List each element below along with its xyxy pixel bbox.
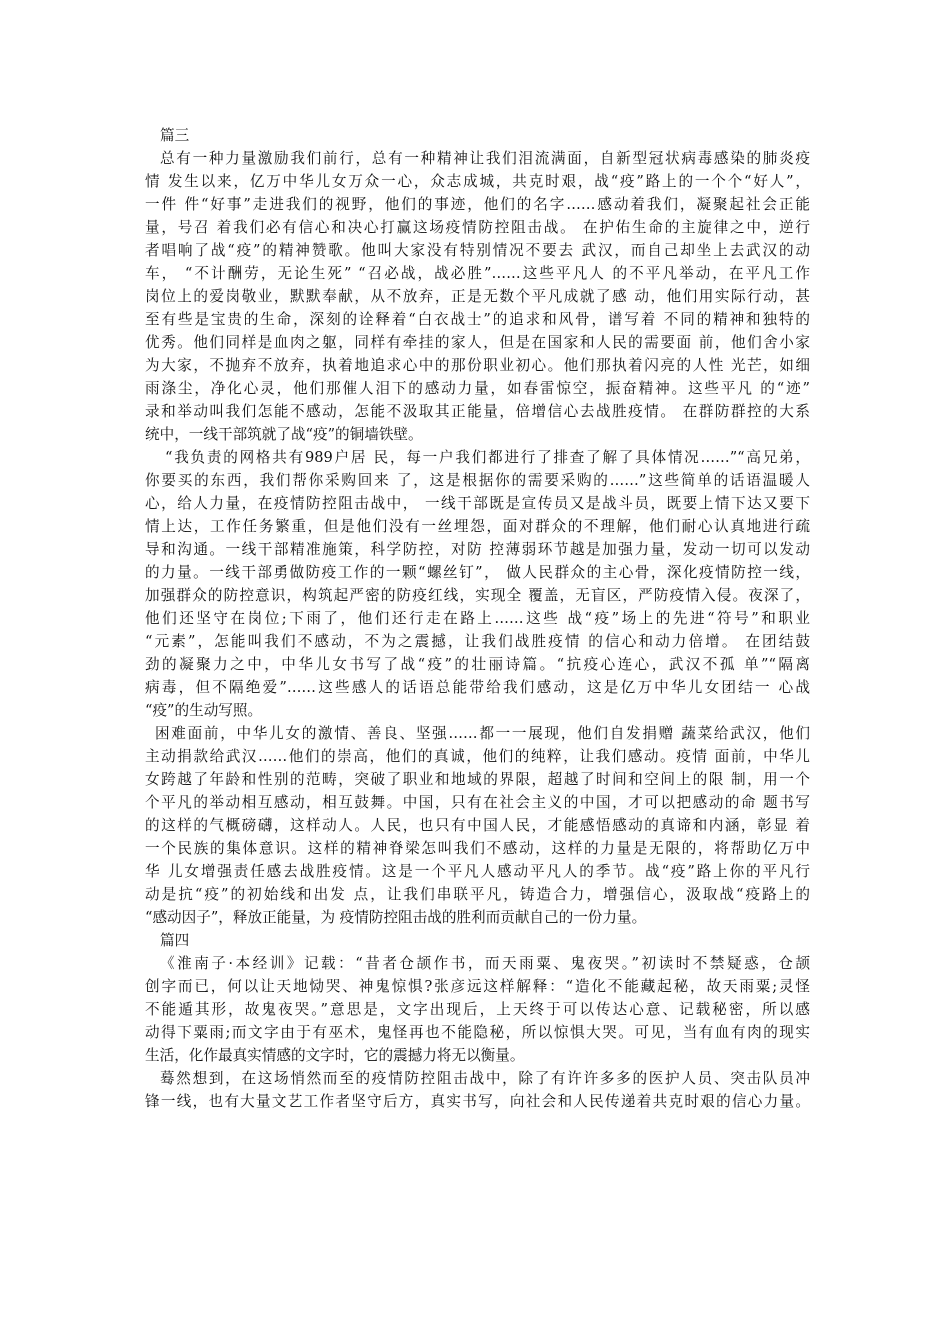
- paragraph: [145, 952, 810, 1067]
- text-line: 为大家，不抛弃不放弃，执着地追求心中的那份职业初心。他们那执着闪亮的人性 光芒，如细: [145, 357, 810, 374]
- text-line: “我负责的网格共有989户居 民，每一户我们都进行了排查了解了具体情况……”“高兄弟，: [165, 449, 810, 466]
- text-line: 不能遁其形，故鬼夜哭。”意思是，文字出现后，上天终于可以传达心意、记载秘密，所以感: [145, 1001, 810, 1018]
- text-line: “元素”，怎能叫我们不感动，不为之震撼，让我们战胜疫情 的信心和动力倍增。 在团结鼓: [145, 633, 810, 650]
- text-line: 的这样的气概磅礴，这样动人。人民，也只有中国人民，才能感悟感动的真谛和内涵，彰显 着: [145, 817, 810, 834]
- text-line: 锋一线，也有大量文艺工作者坚守后方，真实书写，向社会和人民传递着共克时艰的信心力量。: [145, 1093, 810, 1110]
- text-line: 心，给人力量，在疫情防控阻击战中， 一线干部既是宣传员又是战斗员，既要上情下达又要下: [145, 495, 810, 512]
- text-line: 劲的凝聚力之中，中华儿女书写了战“疫”的壮丽诗篇。“抗疫心连心，武汉不孤 单”“隔离: [145, 656, 810, 673]
- text-line: 的力量。一线干部勇做防疫工作的一颗“螺丝钉”， 做人民群众的主心骨，深化疫情防控一线，: [145, 564, 810, 581]
- paragraph: [145, 722, 810, 929]
- text-line: 情 发生以来，亿万中华儿女万众一心，众志成城，共克时艰，战“疫”路上的一个个“好人”，: [145, 173, 810, 190]
- document-page: [145, 124, 810, 1113]
- text-line: 他们还坚守在岗位;下雨了，他们还行走在路上……这些 战“疫”场上的先进“符号”和职业: [145, 610, 810, 627]
- text-line: 车， “不计酬劳，无论生死” “召必战，战必胜”……这些平凡人 的不平凡举动，在平凡工作: [145, 265, 810, 282]
- text-line: 者唱响了战“疫”的精神赞歌。他叫大家没有特别情况不要去 武汉，而自己却坐上去武汉的动: [145, 242, 810, 259]
- paragraph: [145, 147, 810, 446]
- section-heading: 篇四: [160, 932, 190, 949]
- text-line: 创字而已，何以让天地恸哭、神鬼惊惧?张彦远这样解释：“造化不能藏起秘，故天雨粟;灵怪: [145, 978, 810, 995]
- text-line: 情上达，工作任务繁重，但是他们没有一丝埋怨，面对群众的不理解，他们耐心认真地进行疏: [145, 518, 810, 535]
- text-line: 至有些是宝贵的生命，深刻的诠释着“白衣战士”的追求和风骨，谱写着 不同的精神和独特的: [145, 311, 810, 328]
- paragraph: [145, 1067, 810, 1113]
- text-line: 你要买的东西，我们帮你采购回来 了，这是根据你的需要采购的……”这些简单的话语温暖人: [145, 472, 810, 489]
- text-line: 雨涤尘，净化心灵，他们那催人泪下的感动力量，如春雷惊空，振奋精神。这些平凡 的“迹”: [145, 380, 810, 397]
- text-line: “感动因子”，释放正能量，为 疫情防控阻击战的胜利而贡献自己的一份力量。: [145, 909, 647, 926]
- text-line: 导和沟通。一线干部精准施策，科学防控，对防 控薄弱环节越是加强力量，发动一切可以发动: [145, 541, 810, 558]
- text-line: 岗位上的爱岗敬业，默默奉献，从不放弃，正是无数个平凡成就了感 动，他们用实际行动，甚: [145, 288, 810, 305]
- text-line: 一个民族的集体意识。这样的精神脊梁怎叫我们不感动，这样的力量是无限的，将帮助亿万中: [145, 840, 810, 857]
- text-line: 动得下粟雨;而文字由于有巫术，鬼怪再也不能隐秘，所以惊惧大哭。可见，当有血有肉的现实: [145, 1024, 810, 1041]
- paragraph: [145, 446, 810, 722]
- text-line: 困难面前，中华儿女的激情、善良、坚强……都一一展现，他们自发捐赠 蔬菜给武汉，他们: [155, 725, 810, 742]
- text-line: 主动捐款给武汉……他们的崇高，他们的真诚，他们的纯粹，让我们感动。疫情 面前，中华儿: [145, 748, 810, 765]
- text-line: 个平凡的举动相互感动，相互鼓舞。中国，只有在社会主义的中国，才可以把感动的命 题书写: [145, 794, 810, 811]
- text-line: 一件 件“好事”走进我们的视野，他们的事迹，他们的名字……感动着我们，凝聚起社会正能: [145, 196, 810, 213]
- text-line: 女跨越了年龄和性别的范畴，突破了职业和地域的界限，超越了时间和空间上的限 制，用一个: [145, 771, 810, 788]
- section-heading: 篇三: [160, 127, 190, 144]
- text-line: 动是抗“疫”的初始线和出发 点，让我们串联平凡，铸造合力，增强信心，汲取战“疫路上的: [145, 886, 810, 903]
- text-line: 统中，一线干部筑就了战“疫”的铜墙铁壁。: [145, 426, 423, 443]
- text-line: 优秀。他们同样是血肉之躯，同样有牵挂的家人，但是在国家和人民的需要面 前，他们舍小家: [145, 334, 810, 351]
- text-line: 病毒，但不隔绝爱”……这些感人的话语总能带给我们感动，这是亿万中华儿女团结一 心战: [145, 679, 810, 696]
- text-line: “疫”的生动写照。: [145, 702, 263, 719]
- text-line: 录和举动叫我们怎能不感动，怎能不汲取其正能量，倍增信心去战胜疫情。 在群防群控的大系: [145, 403, 810, 420]
- text-line: 《淮南子·本经训》记载：“昔者仓颉作书，而天雨粟、鬼夜哭。”初读时不禁疑惑，仓颉: [160, 955, 810, 972]
- text-line: 加强群众的防控意识，构筑起严密的防疫红线，实现全 覆盖，无盲区，严防疫情入侵。夜深了，: [145, 587, 810, 604]
- text-line: 总有一种力量激励我们前行，总有一种精神让我们泪流满面，自新型冠状病毒感染的肺炎疫: [160, 150, 810, 167]
- text-line: 华 儿女增强责任感去战胜疫情。这是一个平凡人感动平凡人的季节。战“疫”路上你的平凡行: [145, 863, 810, 880]
- text-line: 蓦然想到，在这场悄然而至的疫情防控阻击战中，除了有许许多多的医护人员、突击队员冲: [160, 1070, 810, 1087]
- text-line: 量，号召 着我们必有信心和决心打赢这场疫情防控阻击战。 在护佑生命的主旋律之中，逆行: [145, 219, 810, 236]
- text-line: 生活，化作最真实情感的文字时，它的震撼力将无以衡量。: [145, 1047, 525, 1064]
